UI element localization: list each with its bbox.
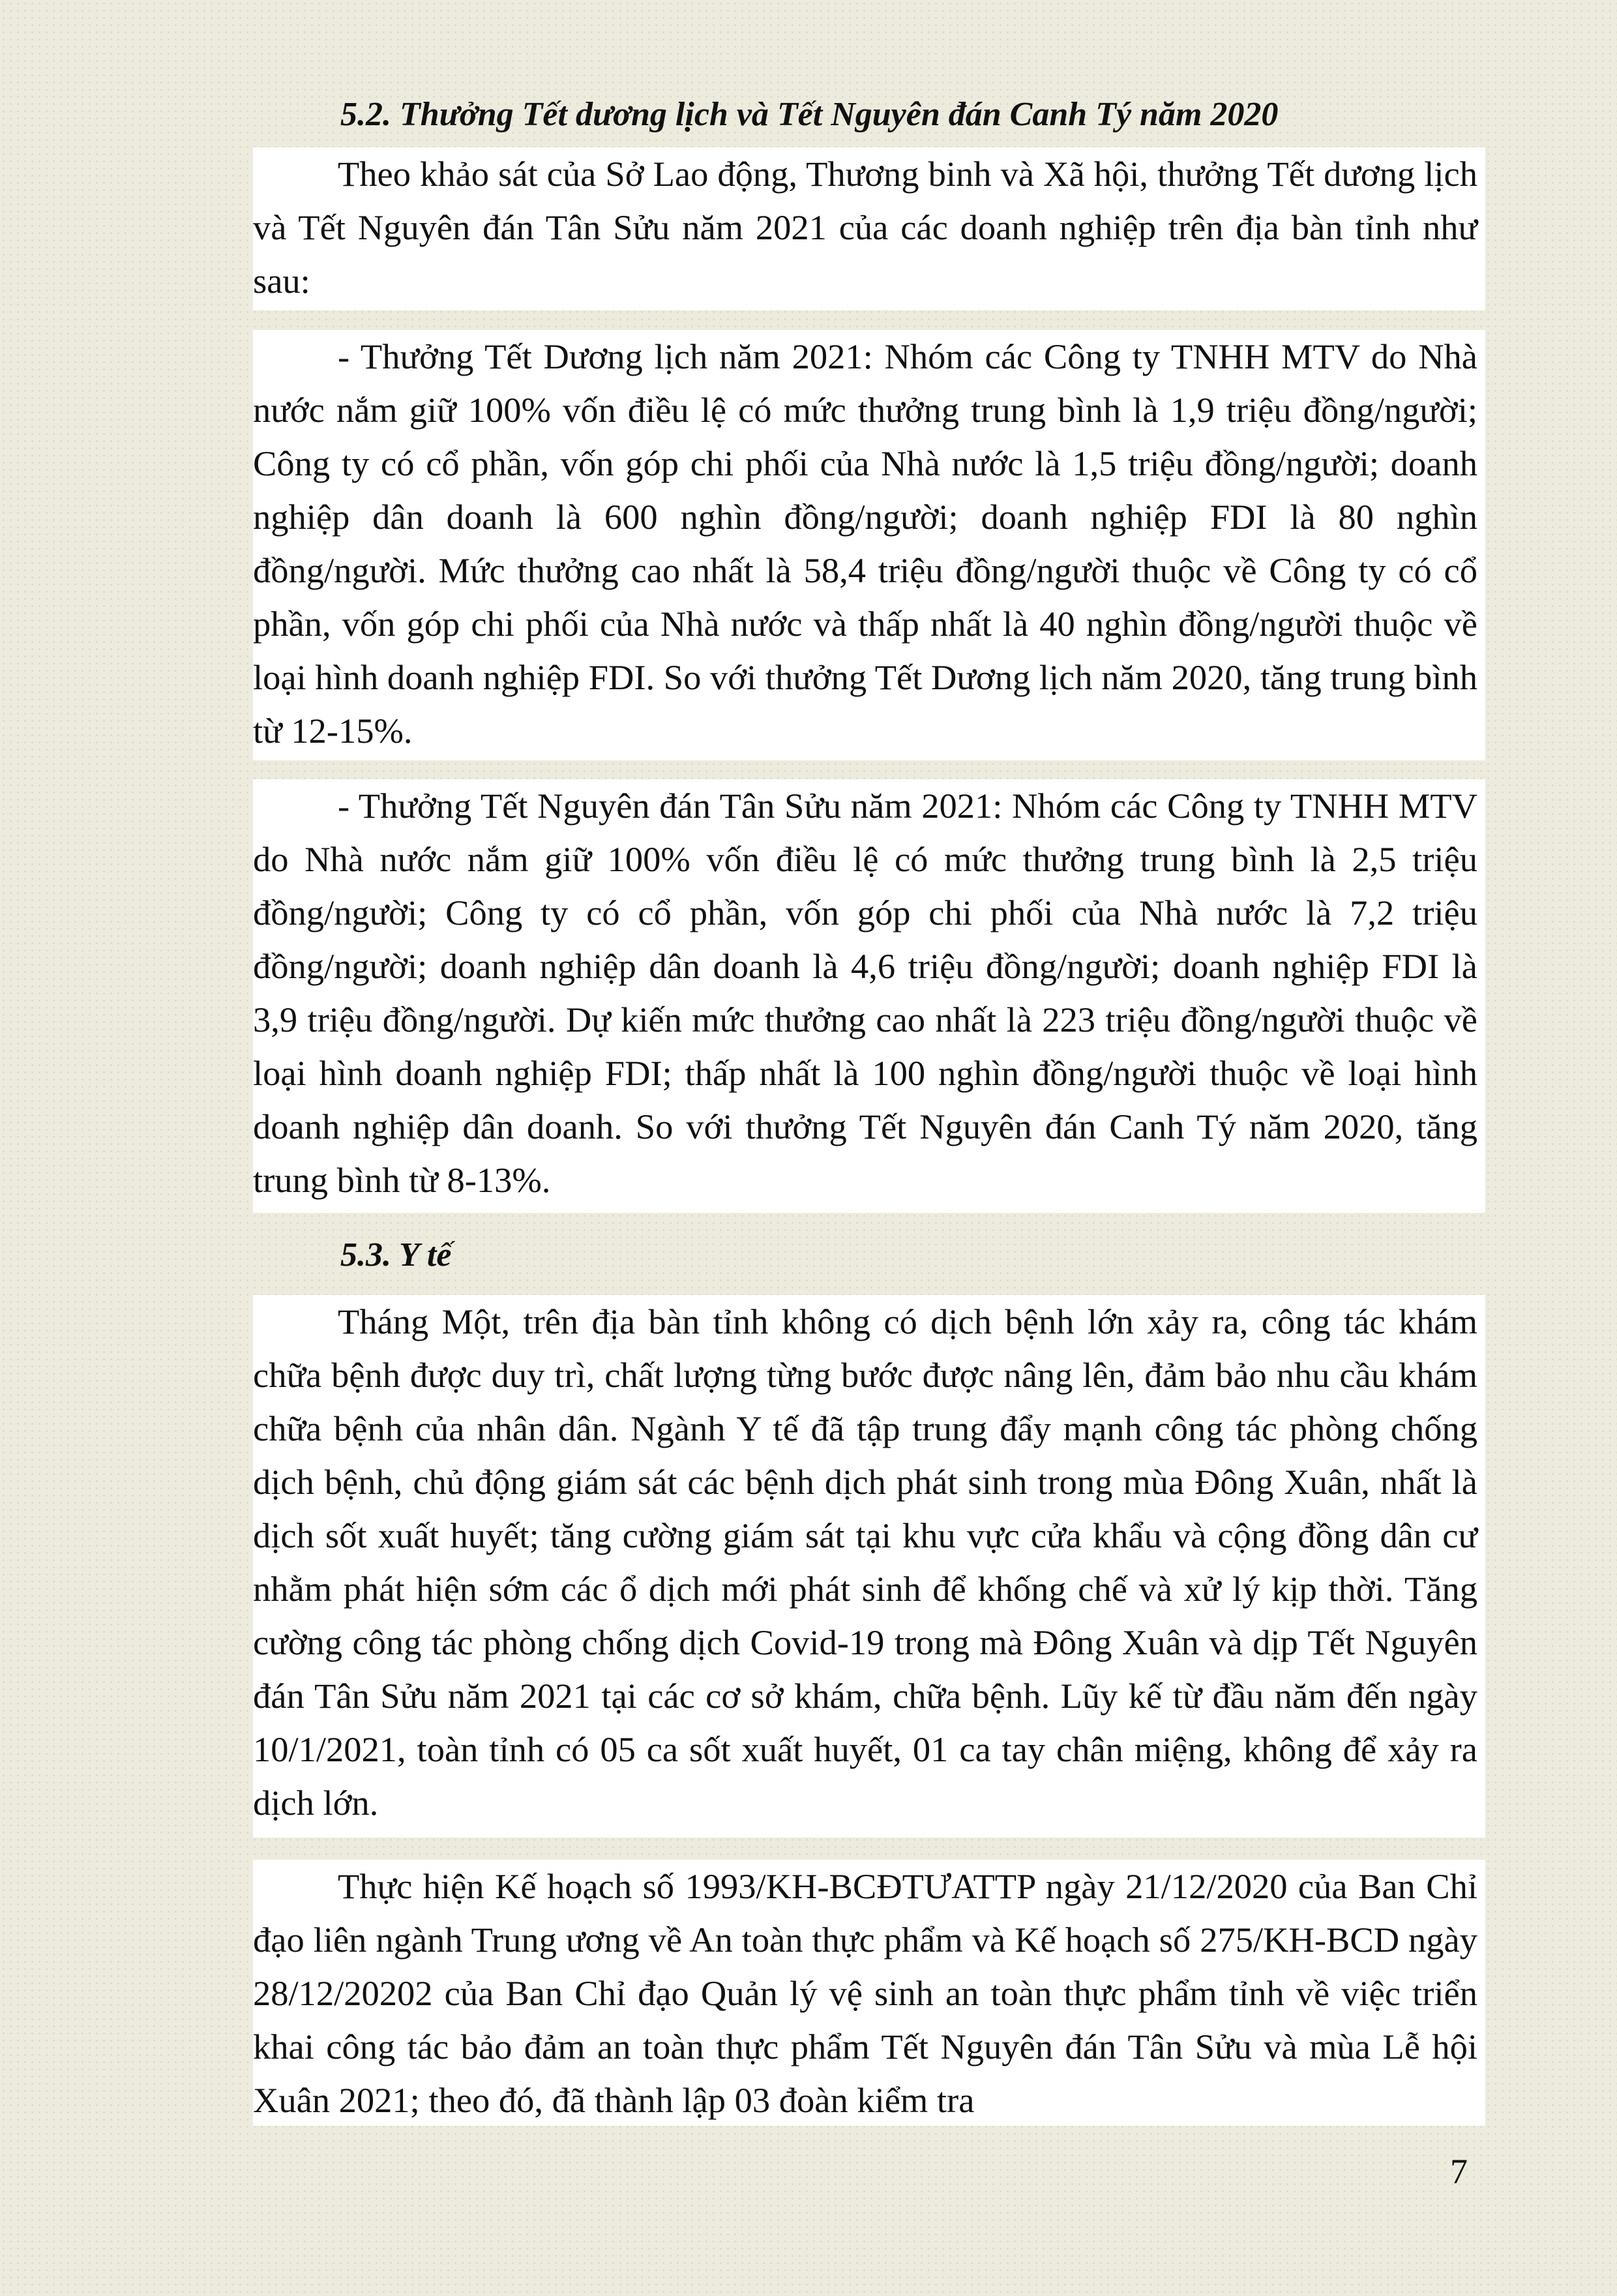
health-situation-paragraph: Tháng Một, trên địa bàn tỉnh không có dịch bệnh lớn xảy ra, công tác khám chữa bệnh được duy trì, chất lượng từng bước được nâng lên, đảm bảo nhu cầu khám chữa bệnh của nhân dân. Ngành Y tế đã tập trung đẩy mạnh công tác phòng chống dịch bệnh, chủ động giám sát các bệnh dịch phát sinh trong mùa Đông Xuân, nhất là dịch sốt xuất huyết; tăng cường giám sát tại khu vực cửa khẩu và cộng đồng dân cư nhằm phát hiện sớm các ổ dịch mới phát sinh để khống chế và xử lý kịp thời. Tăng cường công tác phòng chống dịch Covid-19 trong mà Đông Xuân và dịp Tết Nguyên đán Tân Sửu năm 2021 tại các cơ sở khám, chữa bệnh. Lũy kế từ đầu năm đến ngày 10/1/2021, toàn tỉnh có 05 ca sốt xuất huyết, 01 ca tay chân miệng, không để xảy ra dịch lớn. [253, 1302, 1477, 1823]
section-5-2-intro-paragraph: Theo khảo sát của Sở Lao động, Thương binh và Xã hội, thưởng Tết dương lịch và Tết Nguyên đán Tân Sửu năm 2021 của các doanh nghiệp trên địa bàn tỉnh như sau: [253, 154, 1477, 301]
food-safety-block [253, 1860, 1485, 2126]
page-number: 7 [1450, 2152, 1468, 2191]
nguyen-dan-bonus-block [253, 779, 1485, 1213]
duong-lich-bonus-paragraph: - Thưởng Tết Dương lịch năm 2021: Nhóm các Công ty TNHH MTV do Nhà nước nắm giữ 100% vốn điều lệ có mức thưởng trung bình là 1,9 triệu đồng/người; Công ty có cổ phần, vốn góp chi phối của Nhà nước là 1,5 triệu đồng/người; doanh nghiệp dân doanh là 600 nghìn đồng/người; doanh nghiệp FDI là 80 nghìn đồng/người. Mức thưởng cao nhất là 58,4 triệu đồng/người thuộc về Công ty có cổ phần, vốn góp chi phối của Nhà nước và thấp nhất là 40 nghìn đồng/người thuộc về loại hình doanh nghiệp FDI. So với thưởng Tết Dương lịch năm 2020, tăng trung bình từ 12-15%. [253, 336, 1477, 751]
section-5-2-heading: 5.2. Thưởng Tết dương lịch và Tết Nguyên đán Canh Tý năm 2020 [340, 96, 1279, 133]
section-5-3-heading: 5.3. Y tế [340, 1236, 452, 1274]
nguyen-dan-bonus-paragraph: - Thưởng Tết Nguyên đán Tân Sửu năm 2021: Nhóm các Công ty TNHH MTV do Nhà nước nắm giữ 100% vốn điều lệ có mức thưởng trung bình là 2,5 triệu đồng/người; Công ty có cổ phần, vốn góp chi phối của Nhà nước là 7,2 triệu đồng/người; doanh nghiệp dân doanh là 4,6 triệu đồng/người; doanh nghiệp FDI là 3,9 triệu đồng/người. Dự kiến mức thưởng cao nhất là 223 triệu đồng/người thuộc về loại hình doanh nghiệp FDI; thấp nhất là 100 nghìn đồng/người thuộc về loại hình doanh nghiệp dân doanh. So với thưởng Tết Nguyên đán Canh Tý năm 2020, tăng trung bình từ 8-13%. [253, 786, 1477, 1200]
food-safety-paragraph: Thực hiện Kế hoạch số 1993/KH-BCĐTƯATTP ngày 21/12/2020 của Ban Chỉ đạo liên ngành Trung ương về An toàn thực phẩm và Kế hoạch số 275/KH-BCD ngày 28/12/20202 của Ban Chỉ đạo Quản lý vệ sinh an toàn thực phẩm tỉnh về việc triển khai công tác bảo đảm an toàn thực phẩm Tết Nguyên đán Tân Sửu và mùa Lễ hội Xuân 2021; theo đó, đã thành lập 03 đoàn kiểm tra [253, 1866, 1477, 2120]
section-5-2-intro-block [253, 147, 1485, 310]
duong-lich-bonus-block [253, 330, 1485, 760]
health-situation-block [253, 1295, 1485, 1838]
